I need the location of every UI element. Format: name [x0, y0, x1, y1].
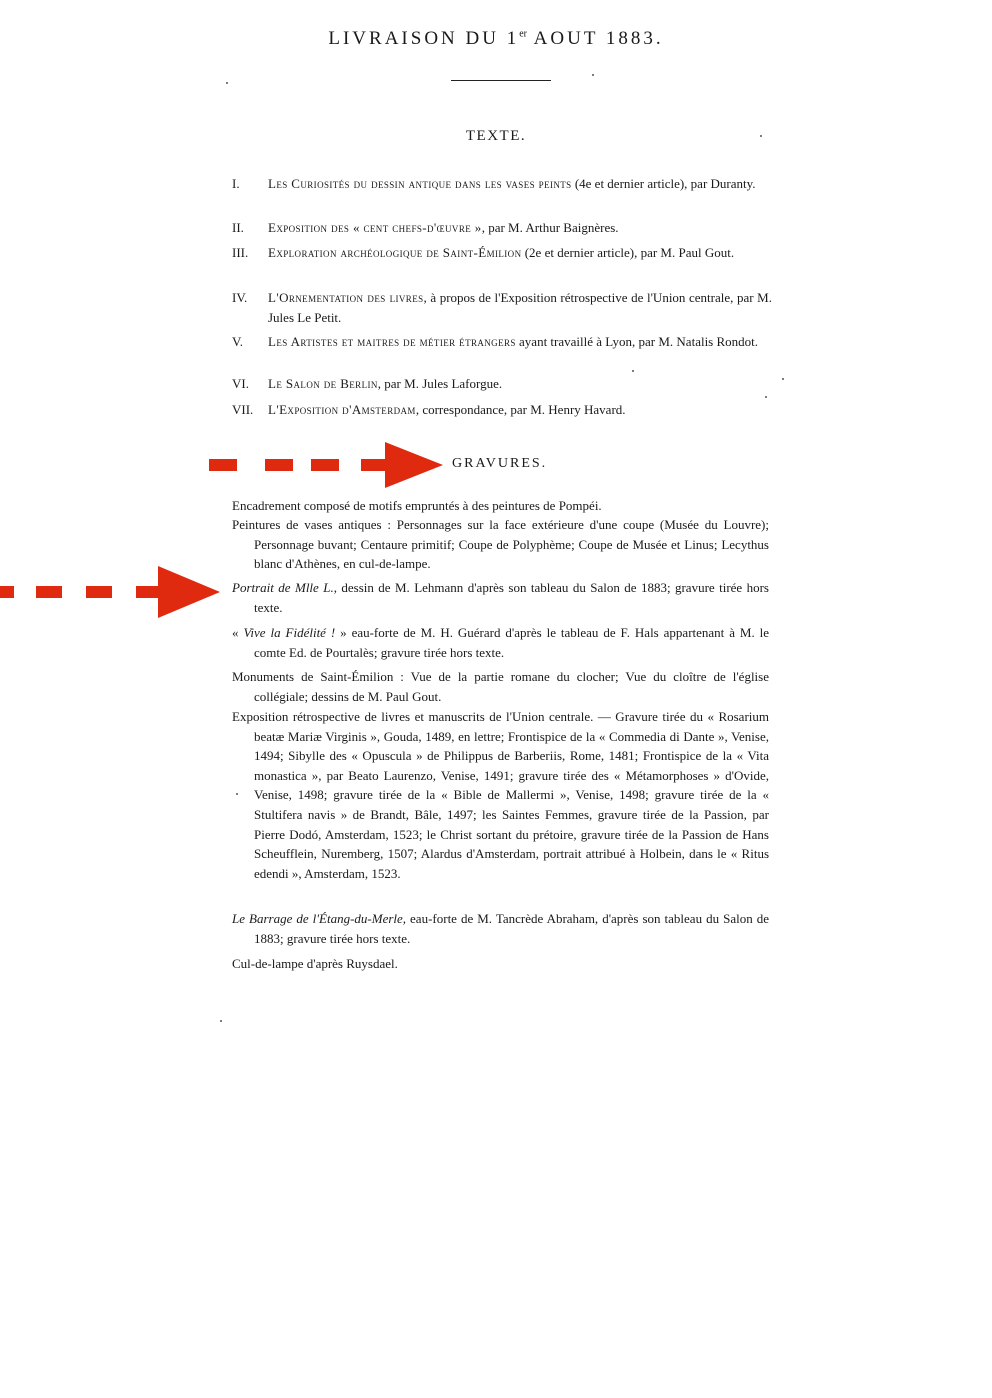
red-dashed-arrow-icon	[0, 562, 222, 622]
texte-entry-4	[232, 288, 772, 328]
gravure-item-exposition	[232, 707, 769, 883]
texte-entry-2	[232, 218, 772, 238]
scan-speck	[760, 135, 762, 137]
scan-speck	[632, 370, 634, 372]
open-quote: «	[232, 625, 244, 640]
entry-title: Exposition des « cent chefs-d'œuvre »	[268, 220, 482, 235]
arrow-head	[385, 442, 443, 488]
gravure-title-italic: Portrait de Mlle L.	[232, 580, 334, 595]
entry-title: Les Artistes et maitres de métier étrangers	[268, 334, 516, 349]
header-rule	[451, 80, 551, 81]
entry-title: L'Exposition d'Amsterdam	[268, 402, 416, 417]
entry-number: V.	[232, 334, 243, 349]
gravure-item-cul-de-lampe	[232, 954, 769, 974]
entry-title: L'Ornementation des livres	[268, 290, 424, 305]
texte-entry-7	[232, 400, 772, 420]
entry-number: VI.	[232, 376, 249, 391]
entry-rest: ayant travaillé à Lyon, par M. Natalis Rondot.	[515, 334, 759, 349]
gravure-text: Encadrement composé de motifs empruntés à des peintures de Pompéi.	[232, 498, 602, 513]
scan-speck	[592, 74, 594, 76]
entry-rest: , par M. Jules Laforgue.	[377, 376, 503, 391]
entry-title: Les Curiosités du dessin antique dans les vases peints	[268, 176, 572, 191]
scan-speck	[782, 378, 784, 380]
texte-entry-6	[232, 374, 772, 394]
gravure-text: » eau-forte de M. H. Guérard d'après le tableau de F. Hals appartenant à M. le comte Ed. de Pourtalès; gravure tirée hors texte.	[254, 625, 770, 660]
gravures-heading: GRAVURES.	[452, 456, 548, 471]
gravure-text: eau-forte de M. Tancrède Abraham, d'après son tableau du Salon de 1883; gravure tirée hors texte.	[254, 911, 769, 946]
header-prefix: LIVRAISON DU 1	[328, 28, 520, 49]
scan-speck	[236, 793, 238, 795]
gravure-title-italic: Le Barrage de l'Étang-du-Merle,	[232, 911, 407, 926]
texte-entry-3	[232, 243, 772, 263]
entry-number: III.	[232, 245, 249, 260]
gravure-item-monuments	[232, 667, 769, 706]
header-suffix: AOUT 1883.	[526, 28, 664, 49]
header-superscript: er	[519, 28, 527, 40]
gravure-text: Exposition rétrospective de livres et manuscrits de l'Union centrale. — Gravure tirée du « Rosarium beatæ Mariæ Virginis », Gouda, 1489, en lettre; Frontispice de la « Commedia di Dante », Venise, 1494; Sibylle des « Opuscula » de Philippus de Barberiis, Rome, 1481; Frontispice de la « Vita monastica », par Beato Laurenzo, Venise, 1491; gravure tirée des « Métamorphoses » d'Ovide, Venise, 1498; gravure tirée de la « Bible de Mallermi », Venise, 1498; gravure tirée de la « Stultifera navis » de Brandt, Bâle, 1497; les Saintes Femmes, gravure tirée de la Passion, par Pierre Dodó, Amsterdam, 1523; le Christ sortant du prétoire, gravure tirée de la Passion de Hans Scheufflein, Nuremberg, 1507; Alardus d'Amsterdam, portrait attribué à Holbein, dans le « Ritus edendi », Amsterdam, 1523.	[232, 709, 769, 881]
gravure-item-encadrement	[232, 496, 769, 516]
entry-number: IV.	[232, 290, 248, 305]
gravure-text: Cul-de-lampe d'après Ruysdael.	[232, 956, 398, 971]
gravure-text: Peintures de vases antiques : Personnages sur la face extérieure d'une coupe (Musée du Louvre); Personnage buvant; Centaure primitif; Coupe de Polyphème; Coupe de Musée et Linus; Lecythus blanc d'Athènes, en cul-de-lampe.	[232, 517, 769, 572]
entry-title: Le Salon de Berlin	[268, 376, 378, 391]
gravure-title-italic: Vive la Fidélité !	[243, 625, 336, 640]
red-dashed-arrow-icon	[205, 436, 445, 496]
page-header	[0, 28, 992, 50]
gravure-item-vases	[232, 515, 769, 574]
arrow-dashes	[209, 459, 385, 471]
entry-number: I.	[232, 176, 240, 191]
texte-entry-5	[232, 332, 772, 352]
gravure-item-portrait	[232, 578, 769, 617]
texte-heading: TEXTE.	[465, 128, 527, 144]
entry-number: VII.	[232, 402, 254, 417]
gravure-item-barrage	[232, 909, 769, 948]
scan-speck	[765, 396, 767, 398]
gravure-text: , dessin de M. Lehmann d'après son tableau du Salon de 1883; gravure tirée hors texte.	[254, 580, 769, 615]
gravure-text: Monuments de Saint-Émilion : Vue de la partie romane du clocher; Vue du cloître de l'église collégiale; dessins de M. Paul Gout.	[232, 669, 769, 704]
entry-rest: , correspondance, par M. Henry Havard.	[415, 402, 626, 417]
texte-entry-1	[232, 174, 772, 194]
arrow-head	[158, 566, 220, 618]
gravure-item-vive-la-fidelite	[232, 623, 769, 662]
scan-speck	[220, 1020, 222, 1022]
entry-rest: (2e et dernier article), par M. Paul Gout.	[521, 245, 735, 260]
scan-speck	[226, 82, 228, 84]
entry-number: II.	[232, 220, 244, 235]
entry-rest: , à propos de l'Exposition rétrospective de l'Union centrale, par M. Jules Le Petit.	[268, 290, 772, 325]
entry-rest: (4e et dernier article), par Duranty.	[571, 176, 756, 191]
entry-title: Exploration archéologique de Saint-Émilion	[268, 245, 522, 260]
arrow-dashes	[0, 586, 160, 598]
entry-rest: , par M. Arthur Baignères.	[481, 220, 619, 235]
